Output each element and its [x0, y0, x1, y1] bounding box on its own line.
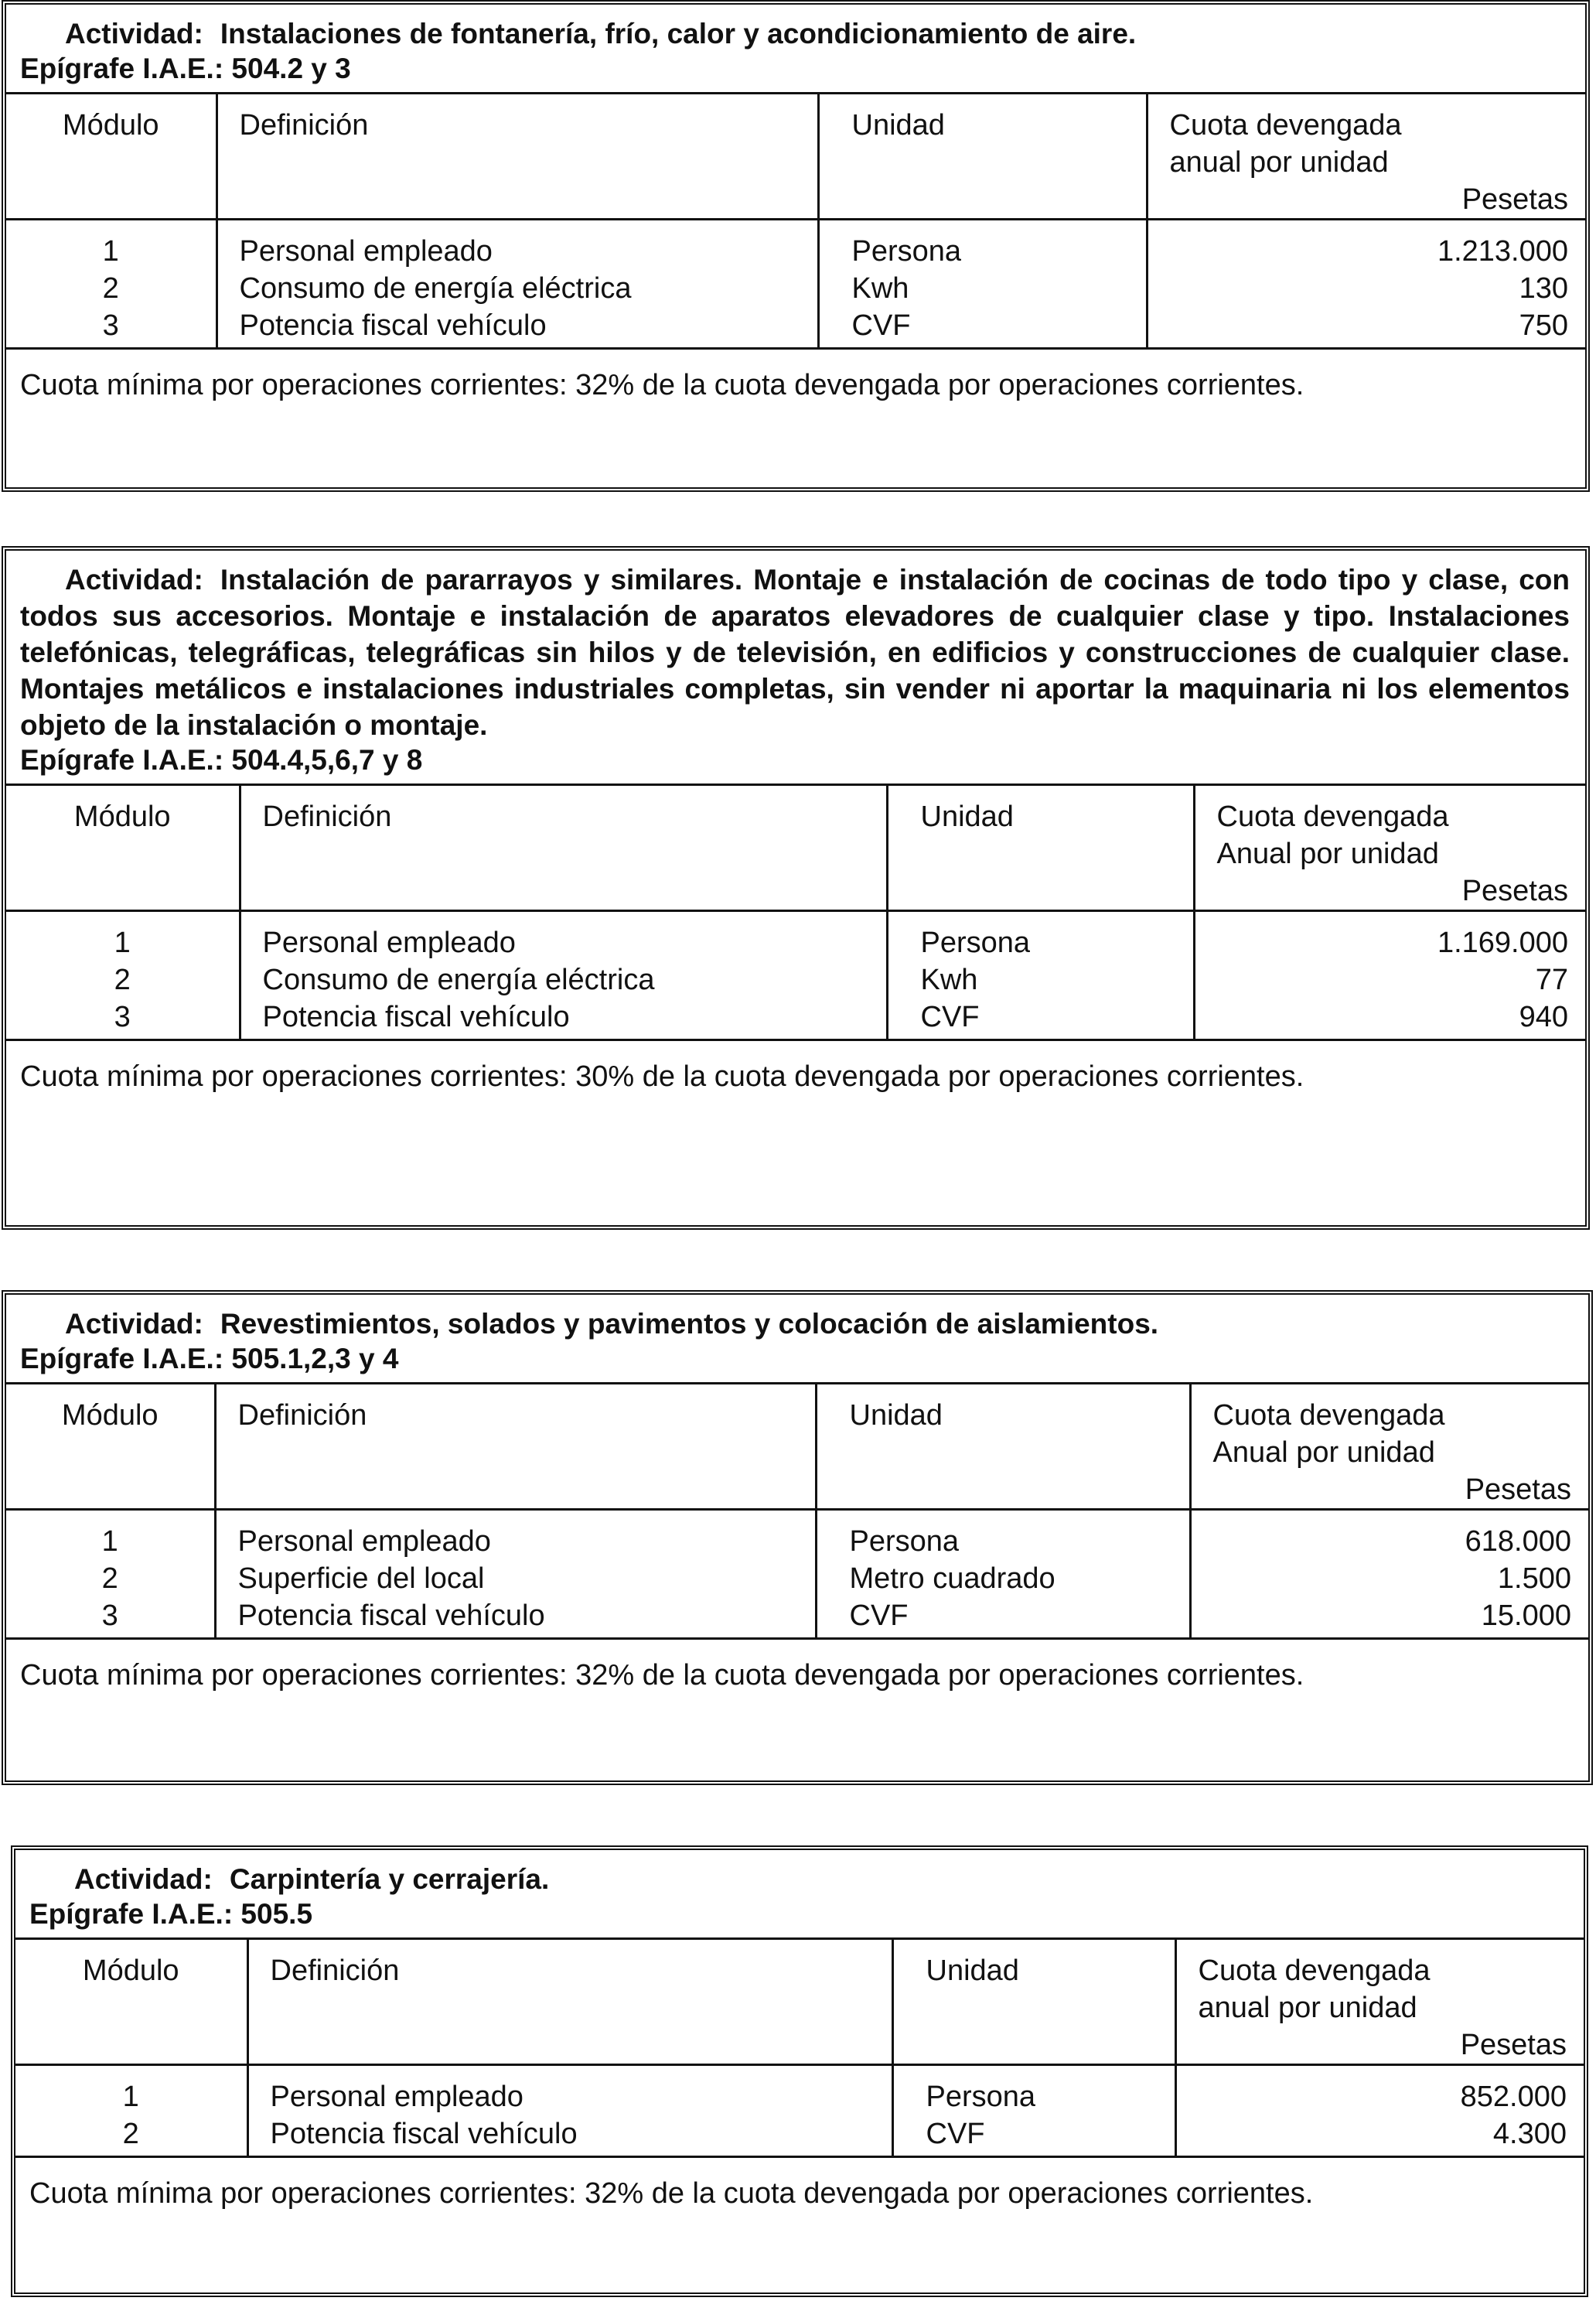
modulo-cell: 3: [101, 1599, 118, 1632]
activity-table-1: [2, 0, 1590, 492]
modules-table: [6, 1384, 1588, 1640]
cuota-cell: 77: [1535, 964, 1568, 996]
unidad-cell: CVF: [926, 2118, 985, 2150]
activity-header: [6, 5, 1585, 94]
activity-title: [20, 562, 1570, 743]
activity-label: Actividad:: [65, 1308, 203, 1340]
unidad-column: [818, 220, 1147, 349]
cuota-header-line-2: Anual por unidad: [1212, 1436, 1435, 1469]
activity-label: Actividad:: [65, 564, 203, 596]
cuota-header-line-1: Cuota devengada: [1212, 1399, 1445, 1432]
activity-header: [6, 551, 1585, 786]
cuota-header-line-2: Anual por unidad: [1216, 838, 1439, 870]
modules-table: [6, 786, 1585, 1041]
cuota-minima-note: Cuota mínima por operaciones corrientes: 30% de la cuota devengada por operaciones corrientes.: [20, 1060, 1304, 1093]
activity-title: [29, 1861, 1568, 1897]
definicion-cell: Personal empleado: [262, 927, 516, 959]
cuota-cell: 4.300: [1492, 2118, 1567, 2150]
header-modulo: Módulo: [15, 1940, 247, 2065]
unidad-cell: Kwh: [920, 964, 978, 996]
modulo-cell: 1: [102, 235, 119, 268]
header-definicion: Definición: [217, 94, 818, 220]
cuota-cell: 15.000: [1481, 1599, 1571, 1632]
table-header-row: [15, 1940, 1584, 2065]
modulo-column: [6, 911, 240, 1040]
header-modulo: Módulo: [6, 1384, 215, 1510]
definicion-column: [215, 1510, 816, 1639]
definicion-cell: Consumo de energía eléctrica: [262, 964, 655, 996]
activity-table-4: [11, 1845, 1588, 2297]
unidad-cell: CVF: [851, 309, 911, 342]
activity-text: Revestimientos, solados y pavimentos y colocación de aislamientos.: [220, 1308, 1159, 1340]
definicion-cell: Superficie del local: [237, 1562, 485, 1595]
unidad-cell: Persona: [920, 927, 1031, 959]
epigrafe: Epígrafe I.A.E.: 504.4,5,6,7 y 8: [20, 744, 423, 776]
activity-header: [6, 1295, 1588, 1384]
cuota-header-line-1: Cuota devengada: [1198, 1954, 1431, 1987]
cuota-header-line-2: anual por unidad: [1169, 146, 1389, 179]
activity-label: Actividad:: [65, 18, 203, 50]
header-unidad: Unidad: [887, 786, 1194, 911]
modulo-cell: 2: [102, 272, 119, 305]
activity-text: Instalación de pararrayos y similares. Montaje e instalación de cocinas de todo tipo y clase, con todos sus accesorios. Montaje e instalación de aparatos elevadores de cualquier clase y tipo. Instalaciones telefónicas, telegráficas, telegráficas sin hilos y de televisión, en edificios y construcciones de cualquier clase. Montajes metálicos e instalaciones industriales completas, sin vender ni aportar la maquinaria ni los elementos objeto de la instalación o montaje.: [20, 564, 1570, 741]
table-data-rows: [15, 2065, 1584, 2157]
cuota-cell: 1.169.000: [1437, 927, 1568, 959]
definicion-cell: Personal empleado: [270, 2081, 523, 2113]
activity-title: [20, 15, 1570, 52]
cuota-header-currency: Pesetas: [1461, 183, 1568, 216]
cuota-column: [1147, 220, 1585, 349]
cuota-cell: 940: [1519, 1001, 1568, 1033]
unidad-cell: Metro cuadrado: [849, 1562, 1055, 1595]
table-header-row: [6, 786, 1585, 911]
header-unidad: Unidad: [816, 1384, 1190, 1510]
header-cuota: [1147, 94, 1585, 220]
header-cuota: [1194, 786, 1585, 911]
table-data-rows: [6, 1510, 1588, 1639]
cuota-minima-note: Cuota mínima por operaciones corrientes: 32% de la cuota devengada por operaciones corrientes.: [20, 1659, 1304, 1692]
cuota-header-line-1: Cuota devengada: [1216, 801, 1449, 833]
unidad-cell: Persona: [849, 1525, 960, 1558]
activity-text: Carpintería y cerrajería.: [229, 1863, 550, 1895]
activity-header: [15, 1850, 1584, 1940]
cuota-header-currency: Pesetas: [1465, 1473, 1571, 1506]
definicion-cell: Potencia fiscal vehículo: [262, 1001, 570, 1033]
modulo-column: [6, 1510, 215, 1639]
activity-table-2: [2, 546, 1590, 1230]
definicion-column: [217, 220, 818, 349]
cuota-header-line-2: anual por unidad: [1198, 1992, 1417, 2024]
modulo-cell: 1: [122, 2081, 139, 2113]
header-definicion: Definición: [215, 1384, 816, 1510]
epigrafe: Epígrafe I.A.E.: 505.5: [29, 1898, 313, 1930]
header-unidad: Unidad: [892, 1940, 1175, 2065]
modulo-cell: 1: [114, 927, 131, 959]
definicion-cell: Potencia fiscal vehículo: [237, 1599, 545, 1632]
header-definicion: Definición: [247, 1940, 892, 2065]
modules-table: [15, 1940, 1584, 2158]
cuota-header-line-1: Cuota devengada: [1169, 109, 1402, 142]
modulo-column: [6, 220, 217, 349]
table-data-rows: [6, 220, 1585, 349]
cuota-minima-note: Cuota mínima por operaciones corrientes: 32% de la cuota devengada por operaciones corrientes.: [20, 369, 1304, 401]
table-header-row: [6, 1384, 1588, 1510]
unidad-cell: CVF: [920, 1001, 980, 1033]
definicion-cell: Personal empleado: [237, 1525, 491, 1558]
modulo-cell: 1: [101, 1525, 118, 1558]
cuota-cell: 1.500: [1497, 1562, 1571, 1595]
header-definicion: Definición: [240, 786, 887, 911]
header-cuota: [1175, 1940, 1584, 2065]
modulo-cell: 2: [114, 964, 131, 996]
unidad-column: [892, 2065, 1175, 2157]
unidad-cell: Persona: [851, 235, 962, 268]
cuota-cell: 852.000: [1460, 2081, 1567, 2113]
epigrafe: Epígrafe I.A.E.: 504.2 y 3: [20, 53, 351, 84]
modulo-cell: 2: [122, 2118, 139, 2150]
modulo-cell: 2: [101, 1562, 118, 1595]
activity-text: Instalaciones de fontanería, frío, calor y acondicionamiento de aire.: [220, 18, 1137, 50]
activity-title: [20, 1306, 1573, 1342]
definicion-column: [247, 2065, 892, 2157]
modulo-cell: 3: [114, 1001, 131, 1033]
definicion-column: [240, 911, 887, 1040]
modules-table: [6, 94, 1585, 350]
definicion-cell: Potencia fiscal vehículo: [239, 309, 547, 342]
activity-label: Actividad:: [74, 1863, 213, 1895]
modulo-cell: 3: [102, 309, 119, 342]
unidad-column: [887, 911, 1194, 1040]
unidad-cell: Persona: [926, 2081, 1036, 2113]
definicion-cell: Personal empleado: [239, 235, 493, 268]
modulo-column: [15, 2065, 247, 2157]
table-data-rows: [6, 911, 1585, 1040]
epigrafe: Epígrafe I.A.E.: 505.1,2,3 y 4: [20, 1343, 399, 1374]
unidad-cell: Kwh: [851, 272, 909, 305]
header-modulo: Módulo: [6, 94, 217, 220]
cuota-column: [1175, 2065, 1584, 2157]
cuota-column: [1194, 911, 1585, 1040]
cuota-cell: 1.213.000: [1437, 235, 1568, 268]
cuota-header-currency: Pesetas: [1461, 875, 1568, 907]
header-modulo: Módulo: [6, 786, 240, 911]
definicion-cell: Consumo de energía eléctrica: [239, 272, 632, 305]
definicion-cell: Potencia fiscal vehículo: [270, 2118, 578, 2150]
cuota-cell: 618.000: [1465, 1525, 1571, 1558]
cuota-column: [1190, 1510, 1588, 1639]
unidad-column: [816, 1510, 1190, 1639]
cuota-cell: 750: [1519, 309, 1568, 342]
cuota-header-currency: Pesetas: [1460, 2029, 1567, 2061]
activity-table-3: [2, 1290, 1593, 1785]
header-cuota: [1190, 1384, 1588, 1510]
cuota-cell: 130: [1519, 272, 1568, 305]
table-header-row: [6, 94, 1585, 220]
unidad-cell: CVF: [849, 1599, 909, 1632]
cuota-minima-note: Cuota mínima por operaciones corrientes: 32% de la cuota devengada por operaciones corrientes.: [29, 2177, 1314, 2210]
header-unidad: Unidad: [818, 94, 1147, 220]
